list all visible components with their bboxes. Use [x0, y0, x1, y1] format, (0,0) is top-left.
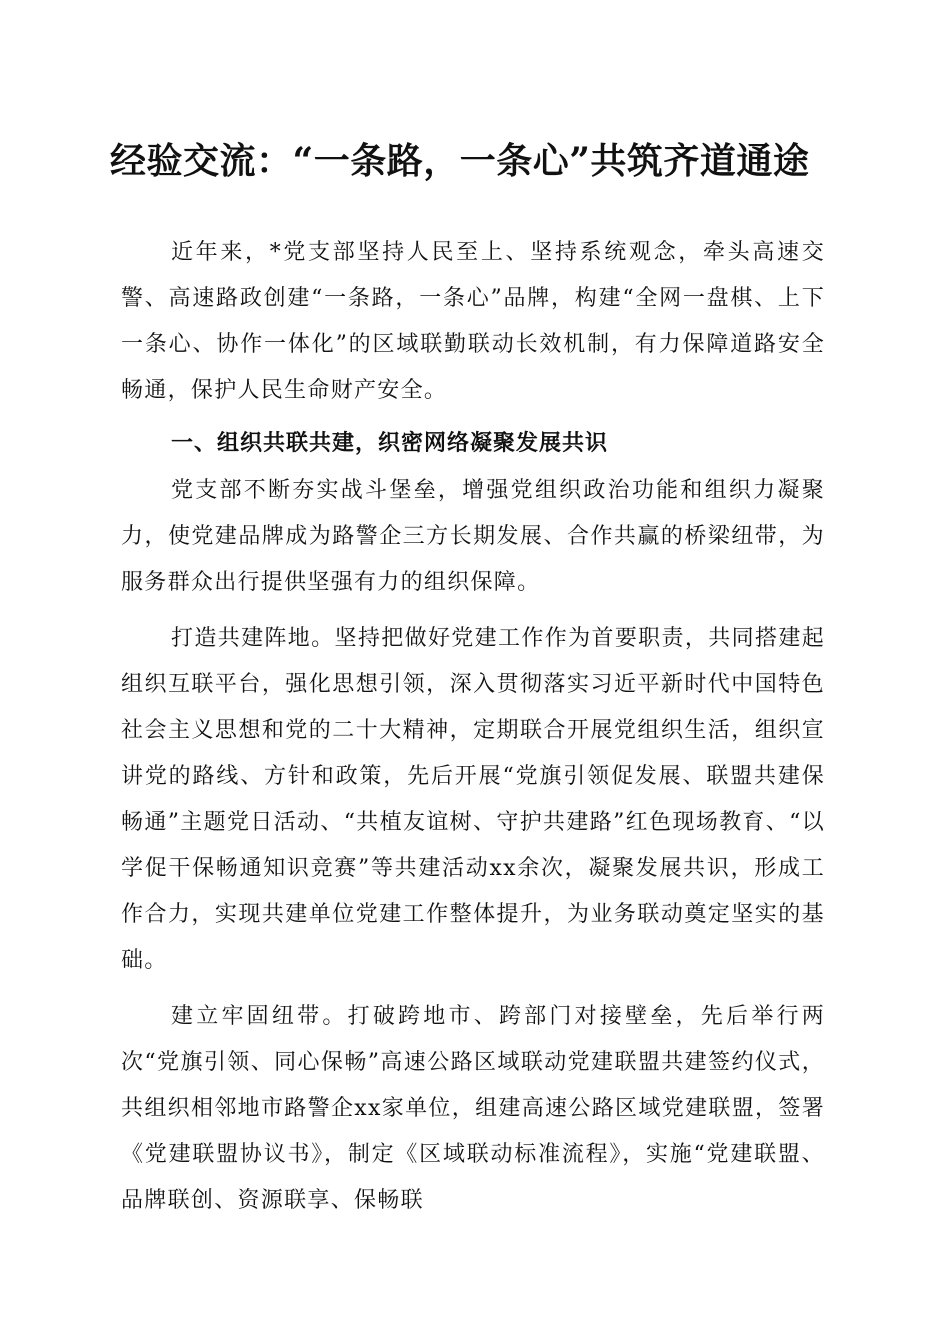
body-paragraph: 打造共建阵地。坚持把做好党建工作作为首要职责，共同搭建起组织互联平台，强化思想引领，深入贯彻落实习近平新时代中国特色社会主义思想和党的二十大精神，定期联合开展党组织生活，组织宣讲党的路线、方针和政策，先后开展“党旗引领促发展、联盟共建保畅通”主题党日活动、“共植友谊树、守护共建路”红色现场教育、“以学促干保畅通知识竞赛”等共建活动xx余次，凝聚发展共识，形成工作合力，实现共建单位党建工作整体提升，为业务联动奠定坚实的基础。: [121, 626, 825, 973]
document-body: [121, 230, 825, 1234]
body-paragraph: 建立牢固纽带。打破跨地市、跨部门对接壁垒，先后举行两次“党旗引领、同心保畅”高速公路区域联动党建联盟共建签约仪式，共组织相邻地市路警企xx家单位，组建高速公路区域党建联盟，签署《党建联盟协议书》，制定《区域联动标准流程》，实施“党建联盟、品牌联创、资源联享、保畅联: [121, 1004, 825, 1213]
document-title: 经验交流：“一条路，一条心”共筑齐道通途: [110, 140, 810, 182]
body-paragraph: 党支部不断夯实战斗堡垒，增强党组织政治功能和组织力凝聚力，使党建品牌成为路警企三方长期发展、合作共赢的桥梁纽带，为服务群众出行提供坚强有力的组织保障。: [121, 478, 825, 595]
section-heading: 一、组织共联共建，织密网络凝聚发展共识: [171, 431, 609, 456]
intro-paragraph: 近年来，*党支部坚持人民至上、坚持系统观念，牵头高速交警、高速路政创建“一条路，一条心”品牌，构建“全网一盘棋、上下一条心、协作一体化”的区域联勤联动长效机制，有力保障道路安全畅通，保护人民生命财产安全。: [121, 240, 825, 403]
